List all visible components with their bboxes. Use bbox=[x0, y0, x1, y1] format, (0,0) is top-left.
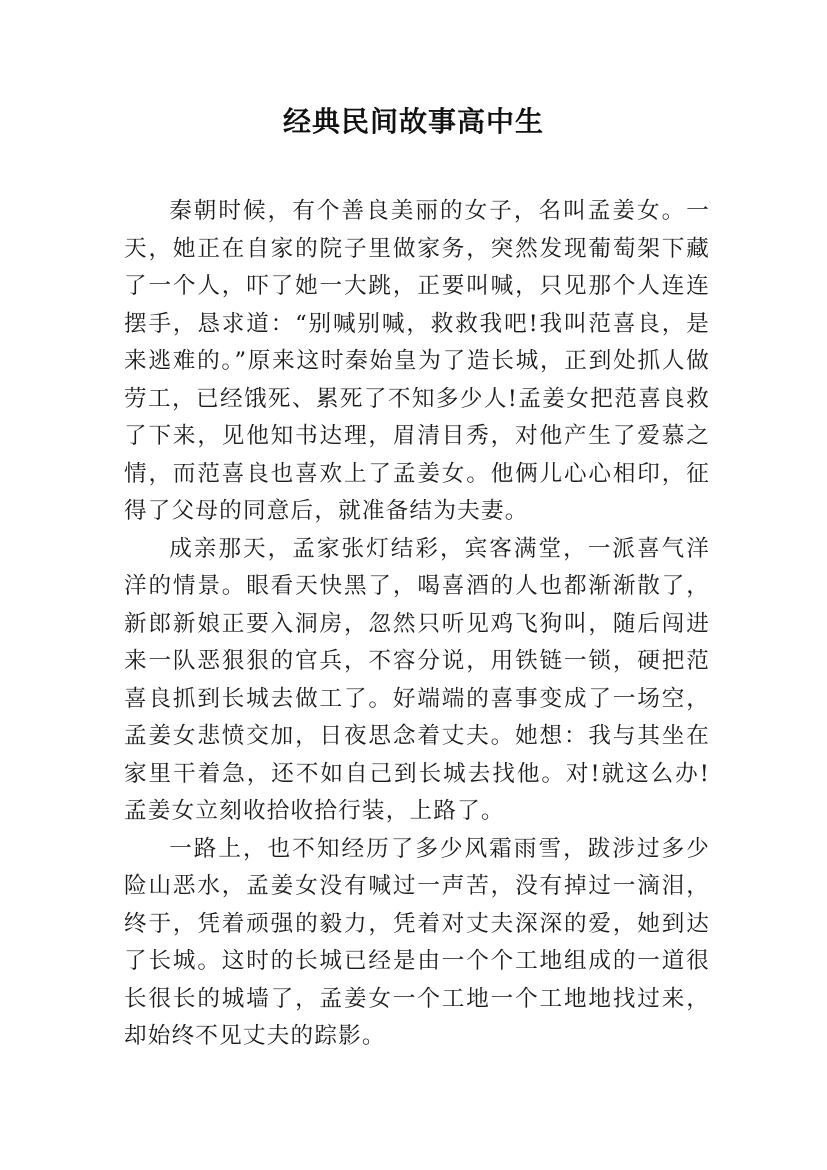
paragraph-1: 秦朝时候，有个善良美丽的女子，名叫孟姜女。一天，她正在自家的院子里做家务，突然发现葡萄架下藏了一个人，吓了她一大跳，正要叫喊，只见那个人连连摆手，恳求道：“别喊别喊，救救我吧!我叫范喜良，是来逃难的。”原来这时秦始皇为了造长城，正到处抓人做劳工，已经饿死、累死了不知多少人!孟姜女把范喜良救了下来，见他知书达理，眉清目秀，对他产生了爱慕之情，而范喜良也喜欢上了孟姜女。他俩儿心心相印，征得了父母的同意后，就准备结为夫妻。 bbox=[124, 198, 710, 524]
paragraph-2: 成亲那天，孟家张灯结彩，宾客满堂，一派喜气洋洋的情景。眼看天快黑了，喝喜酒的人也都渐渐散了，新郎新娘正要入洞房，忽然只听见鸡飞狗叫，随后闯进来一队恶狠狠的官兵，不容分说，用铁链一锁，硬把范喜良抓到长城去做工了。好端端的喜事变成了一场空，孟姜女悲愤交加，日夜思念着丈夫。她想：我与其坐在家里干着急，还不如自己到长城去找他。对!就这么办!孟姜女立刻收拾收拾行装，上路了。 bbox=[124, 535, 710, 824]
document-body bbox=[124, 193, 710, 1056]
paragraph-3: 一路上，也不知经历了多少风霜雨雪，跋涉过多少险山恶水，孟姜女没有喊过一声苦，没有掉过一滴泪，终于，凭着顽强的毅力，凭着对丈夫深深的爱，她到达了长城。这时的长城已经是由一个个工地组成的一道很长很长的城墙了，孟姜女一个工地一个工地地找过来，却始终不见丈夫的踪影。 bbox=[124, 835, 710, 1049]
document-title: 经典民间故事高中生 bbox=[282, 105, 544, 138]
